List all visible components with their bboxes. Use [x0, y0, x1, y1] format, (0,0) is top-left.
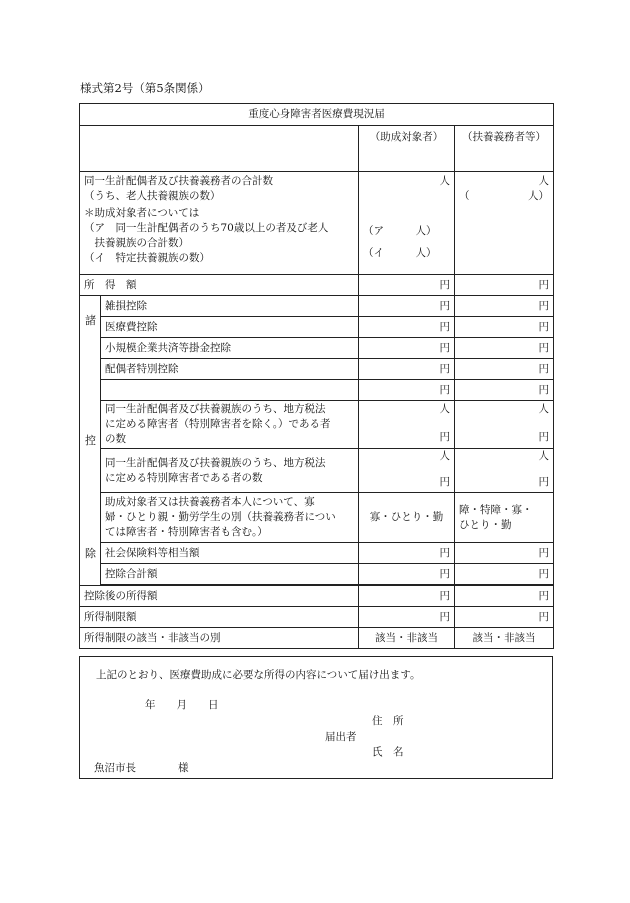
special-disabled-line2: に定める特別障害者である者の数: [105, 471, 263, 484]
dependents-subject-unit: 人: [439, 175, 450, 187]
special-disabled-subject-person: 人: [439, 450, 450, 462]
deduction-supporter-2: 円: [455, 338, 554, 359]
disabled-label: [101, 401, 359, 449]
special-disabled-subject-yen: 円: [439, 476, 450, 488]
dependents-line2: （うち、老人扶養親族の数）: [84, 190, 221, 202]
address-label: 住 所: [372, 715, 404, 727]
income-supporter-yen: 円: [455, 275, 554, 296]
name-label: 氏 名: [372, 746, 404, 758]
widow-line2: 婦・ひとり親・勤労学生の別（扶養義務者につい: [105, 511, 336, 523]
header-supporter: （扶養義務者等）: [455, 126, 554, 172]
widow-supporter: [455, 493, 554, 543]
disabled-line3: の数: [105, 433, 126, 445]
dependents-supporter: [455, 172, 554, 275]
deduction-label-2: 小規模企業共済等掛金控除: [101, 338, 359, 359]
side-char-1: 諸: [85, 313, 96, 327]
special-disabled-label: [101, 449, 359, 493]
widow-supporter-line2: ひとり・勤: [459, 518, 512, 531]
disabled-supporter-person: 人: [538, 403, 549, 415]
dependents-subject-i: （イ 人）: [363, 247, 437, 259]
deduction-subject-1: 円: [359, 317, 455, 338]
deduction-label-1: 医療費控除: [101, 317, 359, 338]
deduction-total-supporter: 円: [455, 564, 554, 585]
dependents-line4b: 扶養親族の合計数）: [84, 237, 189, 249]
form-table: [79, 103, 554, 649]
income-label: 所 得 額: [80, 275, 359, 296]
dependents-line3: ＊助成対象者については: [84, 207, 200, 219]
side-char-2: 控: [85, 433, 96, 447]
disabled-subject-person: 人: [439, 403, 450, 415]
applicant-label: 届出者: [325, 731, 357, 743]
widow-label: [101, 493, 359, 543]
deduction-supporter-4: 円: [455, 380, 554, 401]
declaration-statement: 上記のとおり、医療費助成に必要な所得の内容について届け出ます。: [96, 669, 421, 681]
after-deduction-supporter: 円: [455, 586, 554, 607]
deduction-subject-3: 円: [359, 359, 455, 380]
deduction-supporter-1: 円: [455, 317, 554, 338]
social-insurance-supporter: 円: [455, 543, 554, 564]
dependents-supporter-paren-unit: 人）: [528, 190, 549, 202]
deduction-label-4: [101, 380, 359, 401]
special-disabled-supporter-yen: 円: [538, 476, 549, 488]
after-deduction-label: 控除後の所得額: [80, 586, 359, 607]
widow-line3: ては障害者・特別障害者も含む。）: [105, 526, 268, 538]
deduction-total-label: 控除合計額: [101, 564, 359, 585]
deduction-label-3: 配偶者特別控除: [101, 359, 359, 380]
applicability-subject: 該当・非該当: [359, 628, 455, 649]
limit-subject: 円: [359, 607, 455, 628]
applicability-supporter: 該当・非該当: [455, 628, 554, 649]
special-disabled-supporter: [455, 449, 554, 493]
dependents-supporter-paren-open: （: [459, 190, 470, 202]
deduction-supporter-0: 円: [455, 296, 554, 317]
form-number: 様式第2号（第5条関係）: [80, 81, 210, 95]
declaration-box: [79, 656, 553, 779]
deduction-subject-4: 円: [359, 380, 455, 401]
form-title: 重度心身障害者医療費現況届: [80, 104, 554, 126]
deduction-label-0: 雑損控除: [101, 296, 359, 317]
dependents-label: [80, 172, 359, 275]
dependents-line5: （イ 特定扶養親族の数）: [84, 252, 210, 264]
deduction-subject-0: 円: [359, 296, 455, 317]
social-insurance-subject: 円: [359, 543, 455, 564]
disabled-subject: [359, 401, 455, 449]
applicability-label: 所得制限の該当・非該当の別: [80, 628, 359, 649]
widow-subject: 寡・ひとり・勤: [359, 493, 455, 543]
dependents-supporter-unit: 人: [538, 175, 549, 187]
social-insurance-label: 社会保険料等相当額: [101, 543, 359, 564]
mayor-addressee: 魚沼市長 様: [94, 762, 189, 774]
disabled-subject-yen: 円: [439, 431, 450, 443]
deductions-side-label: [80, 296, 101, 586]
deduction-subject-2: 円: [359, 338, 455, 359]
side-char-3: 除: [85, 546, 96, 560]
dependents-line1: 同一生計配偶者及び扶養義務者の合計数: [84, 175, 273, 187]
widow-supporter-line1: 障・特障・寡・: [459, 503, 533, 516]
deduction-total-subject: 円: [359, 564, 455, 585]
limit-label: 所得制限額: [80, 607, 359, 628]
header-subject: （助成対象者）: [359, 126, 455, 172]
widow-line1: 助成対象者又は扶養義務者本人について、寡: [105, 496, 315, 508]
special-disabled-subject: [359, 449, 455, 493]
dependents-line4a: （ア 同一生計配偶者のうち70歳以上の者及び老人: [84, 222, 329, 234]
disabled-supporter: [455, 401, 554, 449]
limit-supporter: 円: [455, 607, 554, 628]
special-disabled-supporter-person: 人: [538, 450, 549, 462]
deduction-supporter-3: 円: [455, 359, 554, 380]
dependents-subject: [359, 172, 455, 275]
special-disabled-line1: 同一生計配偶者及び扶養親族のうち、地方税法: [105, 456, 326, 469]
disabled-line2: に定める障害者（特別障害者を除く。）である者: [105, 418, 331, 430]
declaration-date: 年 月 日: [145, 699, 219, 711]
disabled-supporter-yen: 円: [538, 431, 549, 443]
header-blank: [80, 126, 359, 172]
dependents-subject-a: （ア 人）: [363, 225, 437, 237]
disabled-line1: 同一生計配偶者及び扶養親族のうち、地方税法: [105, 403, 326, 415]
after-deduction-subject: 円: [359, 586, 455, 607]
income-subject-yen: 円: [359, 275, 455, 296]
